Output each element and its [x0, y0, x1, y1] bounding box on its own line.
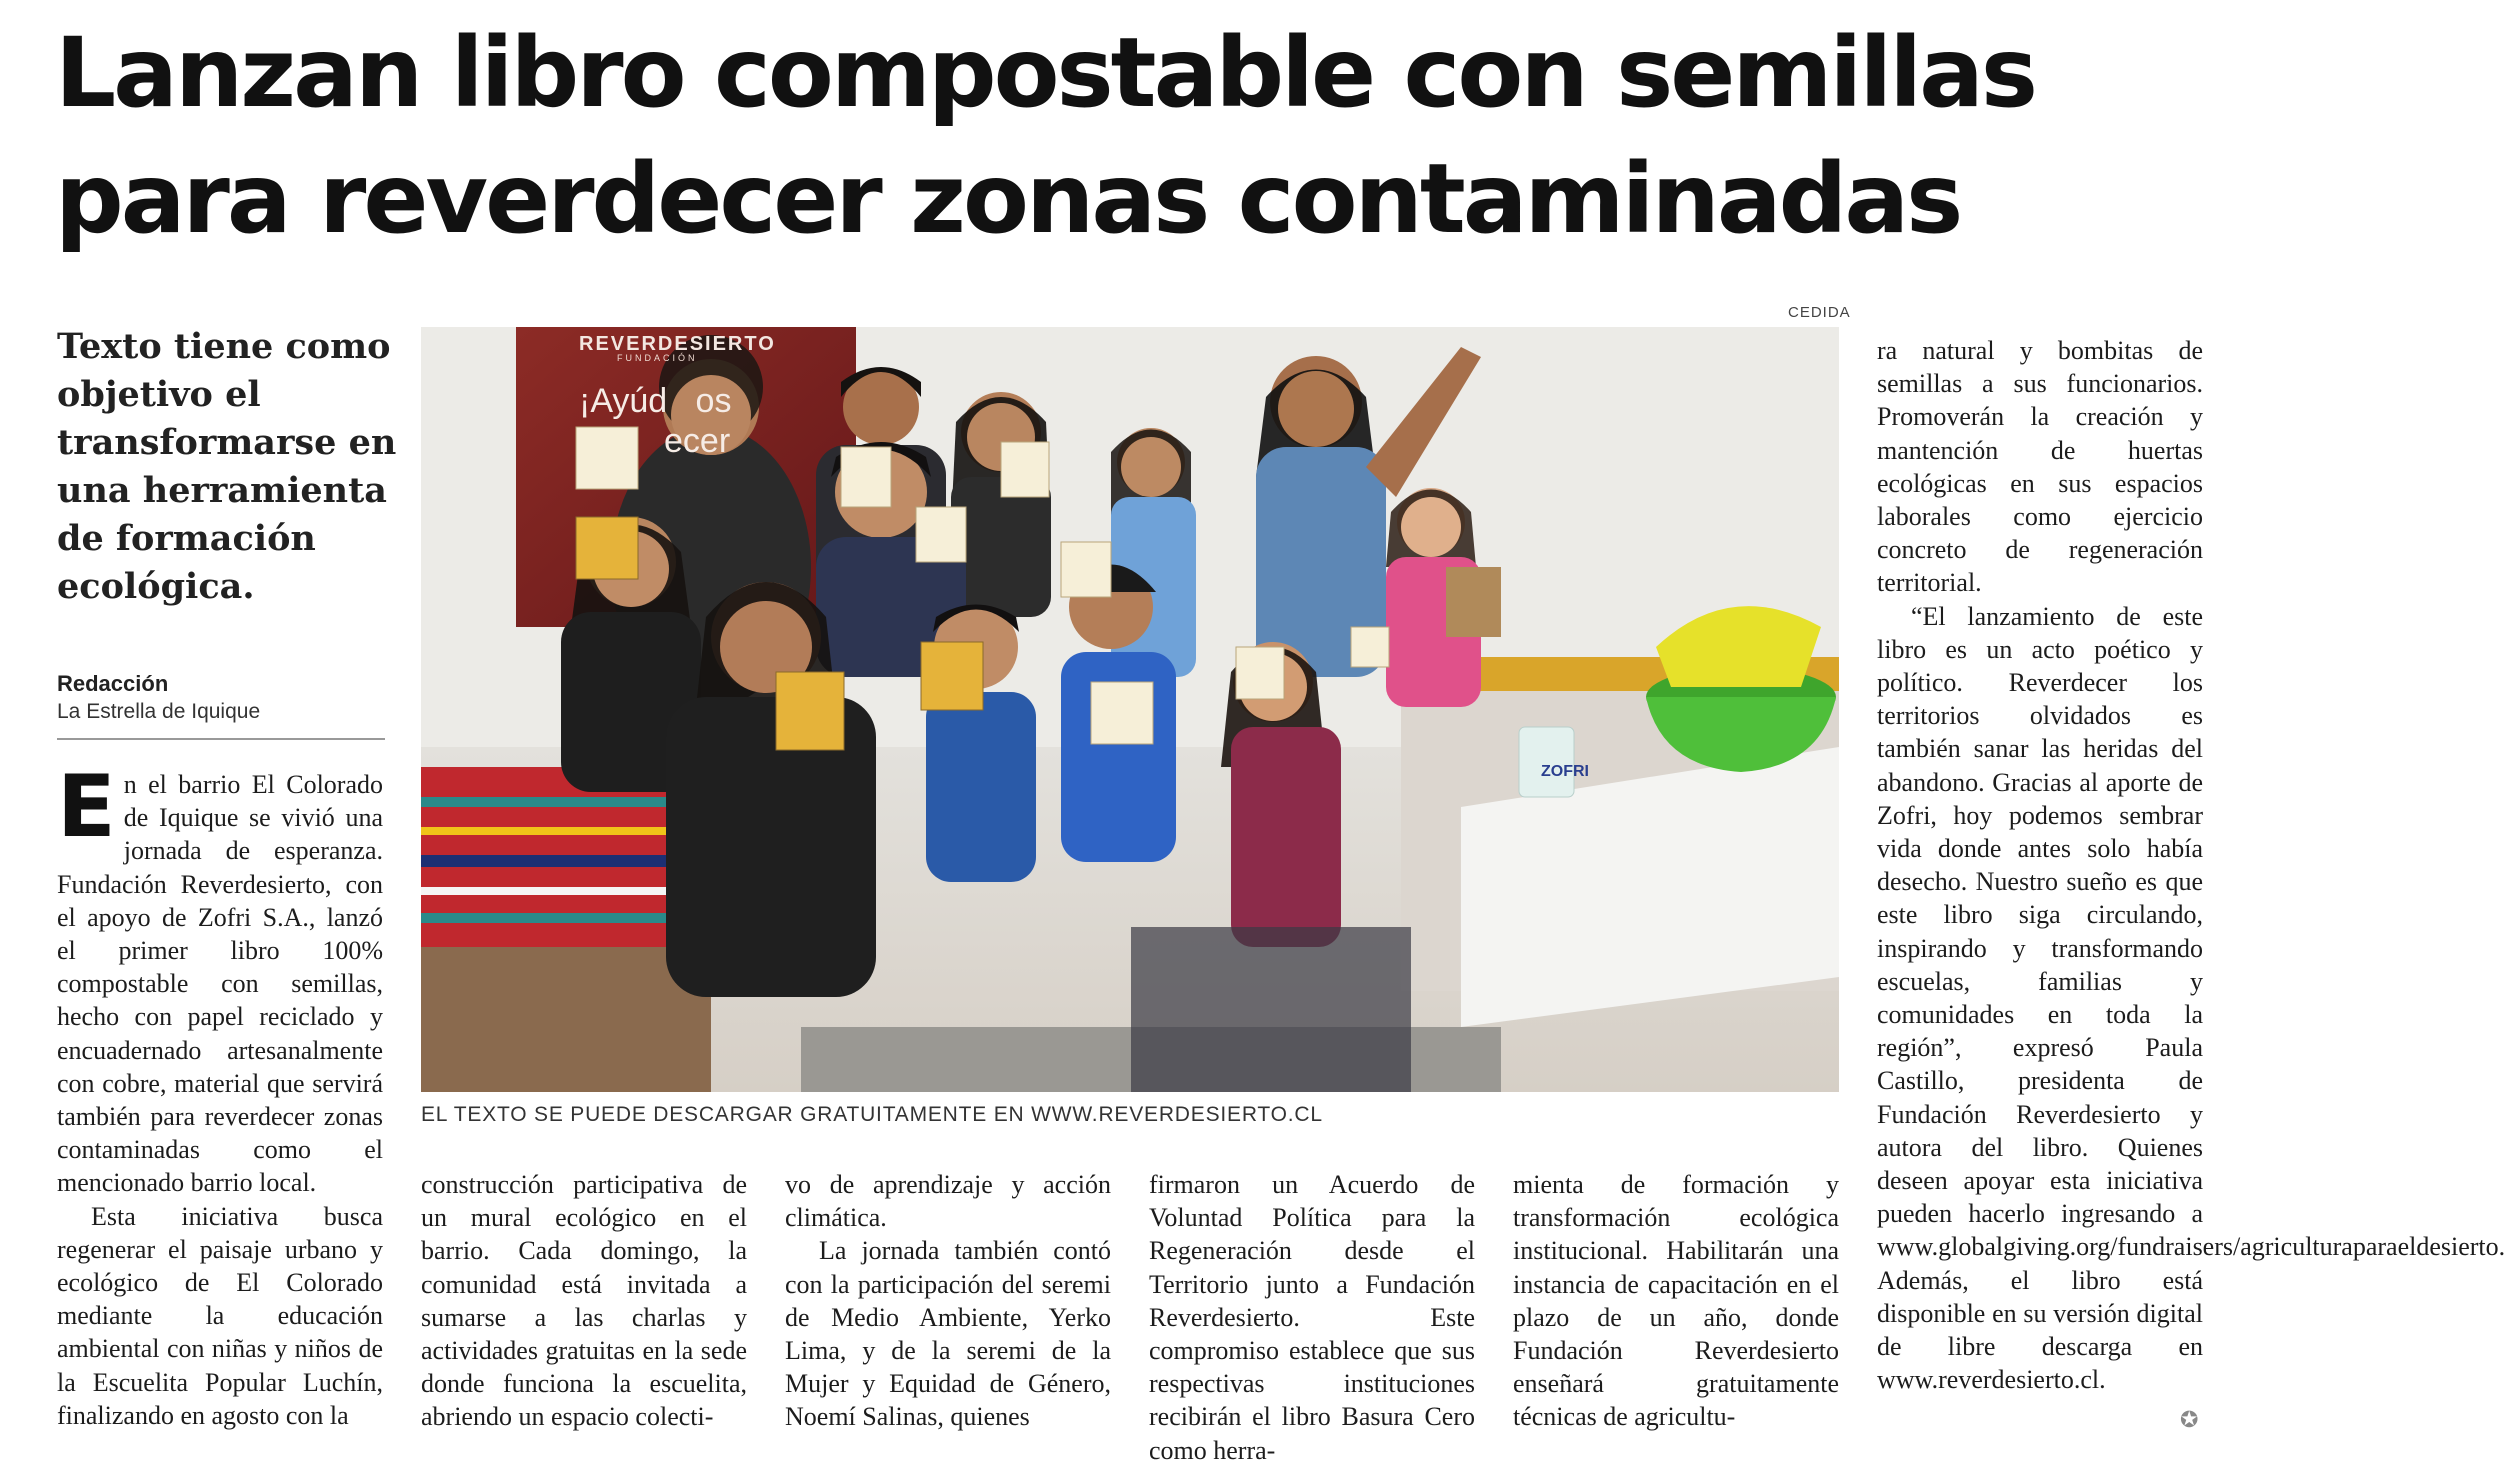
photo-banner-brand: REVERDESIERTO	[579, 333, 776, 355]
paragraph-training: mienta de formación y transformación ecológica institucional. Habilitarán una instancia de capacitación en el plazo de un año, donde Fundación Reverdesierto enseñará gratuitamente técnicas de agricultu-	[1513, 1170, 1839, 1432]
headline	[55, 10, 2205, 262]
headline-line-2: para reverdecer zonas contaminadas	[55, 143, 1961, 255]
article-photo	[421, 327, 1839, 1092]
body-column-3	[785, 1168, 1111, 1434]
byline-source: La Estrella de Iquique	[57, 700, 261, 723]
paragraph-quote: “El lanzamiento de este libro es un acto poético y político. Reverdecer los territorios olvidados es también sanar las heridas del abandono. Gracias al aporte de Zofri, hoy podemos sembrar vida donde antes solo había desecho. Nuestro sueño es que este libro siga circulando, inspirando y transformando escuelas, familias y comunidades en toda la región”, expresó Paula Castillo, presidenta de Fundación Reverdesierto y autora del libro. Quienes deseen apoyar esta iniciativa pueden hacerlo ingresando a www.globalgiving.org/fundraisers/agriculturaparaeldesierto. Además, el libro está disponible en su versión digital de libre descarga en www.reverdesierto.cl.	[1877, 601, 2505, 1395]
paragraph-initiative: Esta iniciativa busca regenerar el paisaje urbano y ecológico de El Colorado mediante la educación ambiental con niñas y niños de la Escuelita Popular Luchín, finalizando en agosto con la	[57, 1201, 383, 1430]
photo-banner-text: ¡Ayúd os ecer	[579, 382, 732, 460]
body-column-5	[1513, 1168, 1839, 1434]
paragraph-intro-text: n el barrio El Colorado de Iquique se vivió una jornada de esperanza. Fundación Reverdesierto, con el apoyo de Zofri S.A., lanzó el primer libro 100% compostable con semillas, hecho con papel reciclado y encuadernado artesanalmente con cobre, material que servirá también para reverdecer zonas contaminadas como el mencionado barrio local.	[57, 770, 383, 1198]
photo-credit: CEDIDA	[1788, 304, 1851, 321]
body-column-4	[1149, 1168, 1475, 1467]
deck-subtitle: Texto tiene como objetivo el transformarse en una herramienta de formación ecológica.	[57, 326, 397, 607]
end-mark-icon: ✪	[2180, 1408, 2199, 1433]
body-column-2	[421, 1168, 747, 1434]
body-column-6	[1877, 334, 2505, 1397]
photo-banner-subtitle: FUNDACIÓN	[617, 353, 698, 363]
byline-divider	[57, 738, 385, 740]
paragraph-gardens: ra natural y bombitas de semillas a sus funcionarios. Promoverán la creación y mantención de huertas ecológicas en sus espacios laborales como ejercicio concreto de regeneración territorial.	[1877, 336, 2203, 598]
headline-line-1: Lanzan libro compostable con semillas	[55, 17, 2036, 129]
drop-cap: E	[57, 757, 116, 857]
paragraph-seremi: La jornada también contó con la participación del seremi de Medio Ambiente, Yerko Lima, y de la seremi de la Mujer y Equidad de Género, Noemí Salinas, quienes	[785, 1236, 1111, 1432]
photo-cup-logo: ZOFRI	[1541, 763, 1589, 780]
paragraph-agreement: firmaron un Acuerdo de Voluntad Política para la Regeneración desde el Territorio junto a Fundación Reverdesierto. Este compromiso establece que sus respectivas instituciones recibirán el libro Basura Cero como herra-	[1149, 1170, 1475, 1465]
paragraph-intro	[57, 757, 383, 1200]
byline-author: Redacción	[57, 671, 169, 696]
body-column-1	[57, 757, 383, 1432]
byline	[57, 670, 387, 726]
paragraph-mural: construcción participativa de un mural ecológico en el barrio. Cada domingo, la comunidad está invitada a sumarse a las charlas y actividades gratuitas en la sede donde funciona la escuelita, abriendo un espacio colecti-	[421, 1170, 747, 1432]
photo-caption: EL TEXTO SE PUEDE DESCARGAR GRATUITAMENTE EN WWW.REVERDESIERTO.CL	[421, 1103, 1323, 1126]
paragraph-learning: vo de aprendizaje y acción climática.	[785, 1170, 1111, 1233]
